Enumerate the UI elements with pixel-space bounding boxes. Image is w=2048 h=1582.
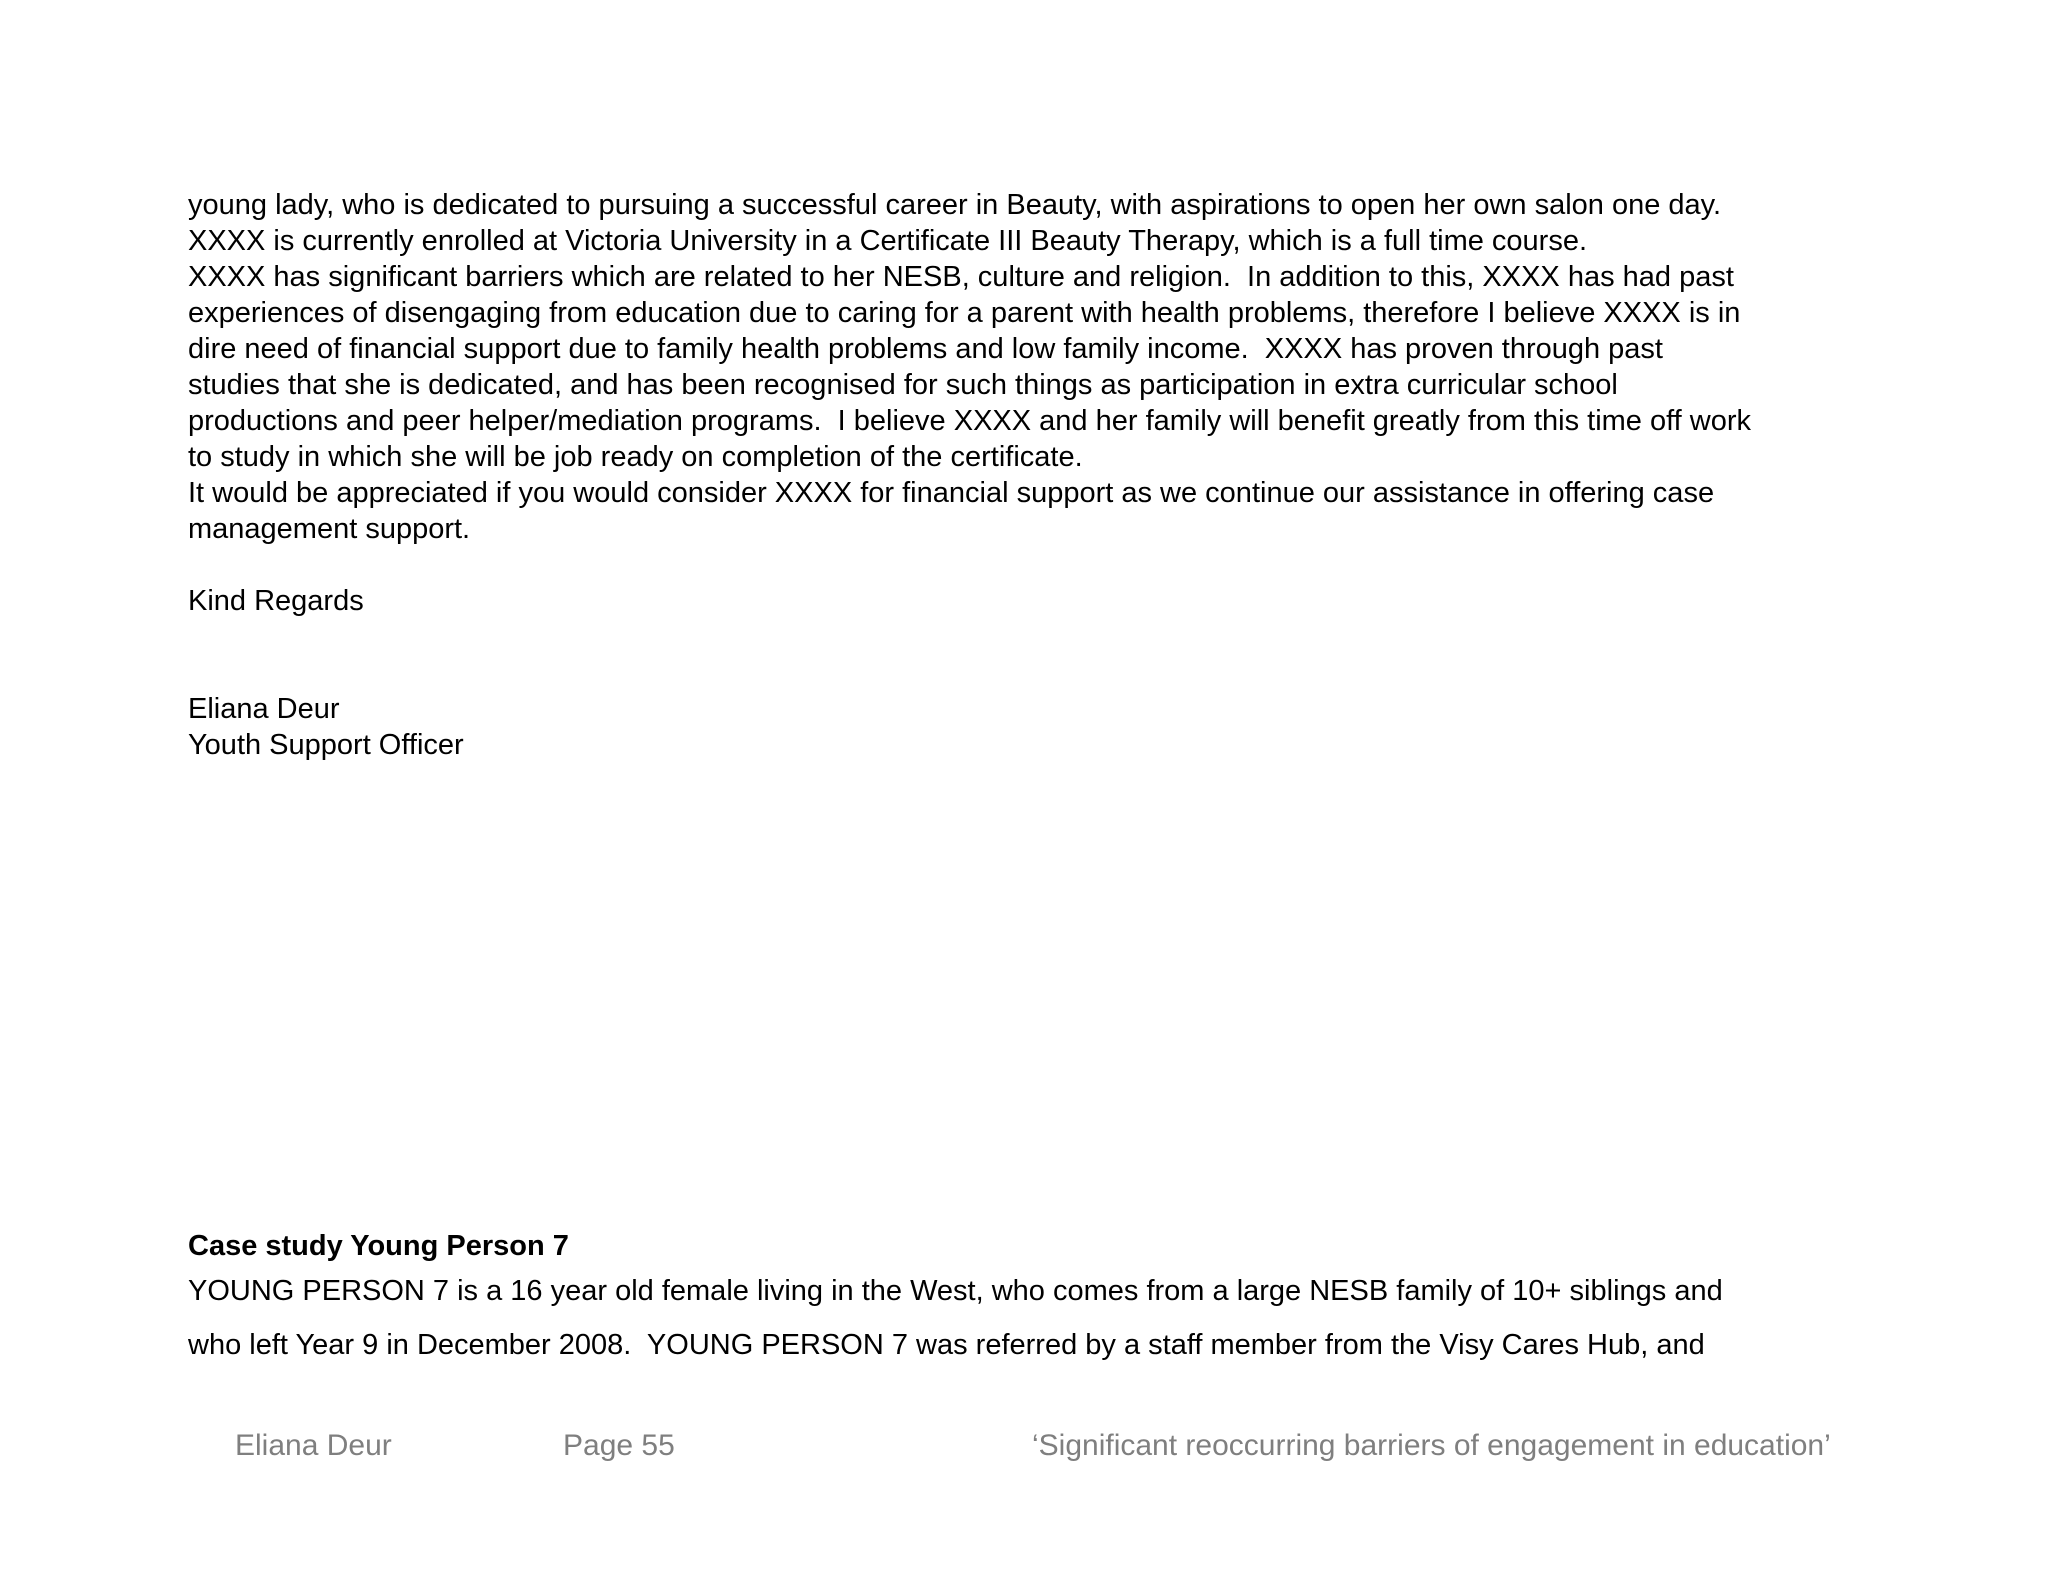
letter-line: young lady, who is dedicated to pursuing a successful career in Beauty, with aspirations to open her own salon one day.: [188, 189, 1722, 221]
letter-closing-block: [188, 583, 1888, 619]
footer-document-title: ‘Significant reoccurring barriers of engagement in education’: [1032, 1429, 1831, 1462]
letter-body: [188, 187, 1888, 547]
case-study-heading: Case study Young Person 7: [188, 1230, 569, 1262]
letter-line: dire need of financial support due to family health problems and low family income. XXXX has proven through past: [188, 333, 1663, 365]
case-study-section: [188, 1228, 1888, 1372]
letter-line: management support.: [188, 513, 471, 545]
letter-line: experiences of disengaging from education due to caring for a parent with health problems, therefore I believe XXXX is in: [188, 297, 1741, 329]
letter-line: productions and peer helper/mediation programs. I believe XXXX and her family will benefit greatly from this time off work: [188, 405, 1751, 437]
letter-line: XXXX is currently enrolled at Victoria University in a Certificate III Beauty Therapy, which is a full time course.: [188, 225, 1588, 257]
letter-line: studies that she is dedicated, and has been recognised for such things as participation in extra curricular school: [188, 369, 1618, 401]
signature-name: Eliana Deur: [188, 693, 340, 725]
footer-author: Eliana Deur: [235, 1429, 392, 1462]
letter-line: It would be appreciated if you would consider XXXX for financial support as we continue our assistance in offering case: [188, 477, 1715, 509]
letter-line: XXXX has significant barriers which are related to her NESB, culture and religion. In addition to this, XXXX has had past: [188, 261, 1734, 293]
case-study-line: who left Year 9 in December 2008. YOUNG PERSON 7 was referred by a staff member from the Visy Cares Hub, and: [188, 1329, 1705, 1361]
signature-role: Youth Support Officer: [188, 729, 464, 761]
letter-closing: Kind Regards: [188, 585, 364, 617]
case-study-line: YOUNG PERSON 7 is a 16 year old female living in the West, who comes from a large NESB family of 10+ siblings and: [188, 1275, 1723, 1307]
signature-block: [188, 691, 1888, 763]
letter-line: to study in which she will be job ready on completion of the certificate.: [188, 441, 1083, 473]
footer-page-number: Page 55: [563, 1429, 675, 1462]
